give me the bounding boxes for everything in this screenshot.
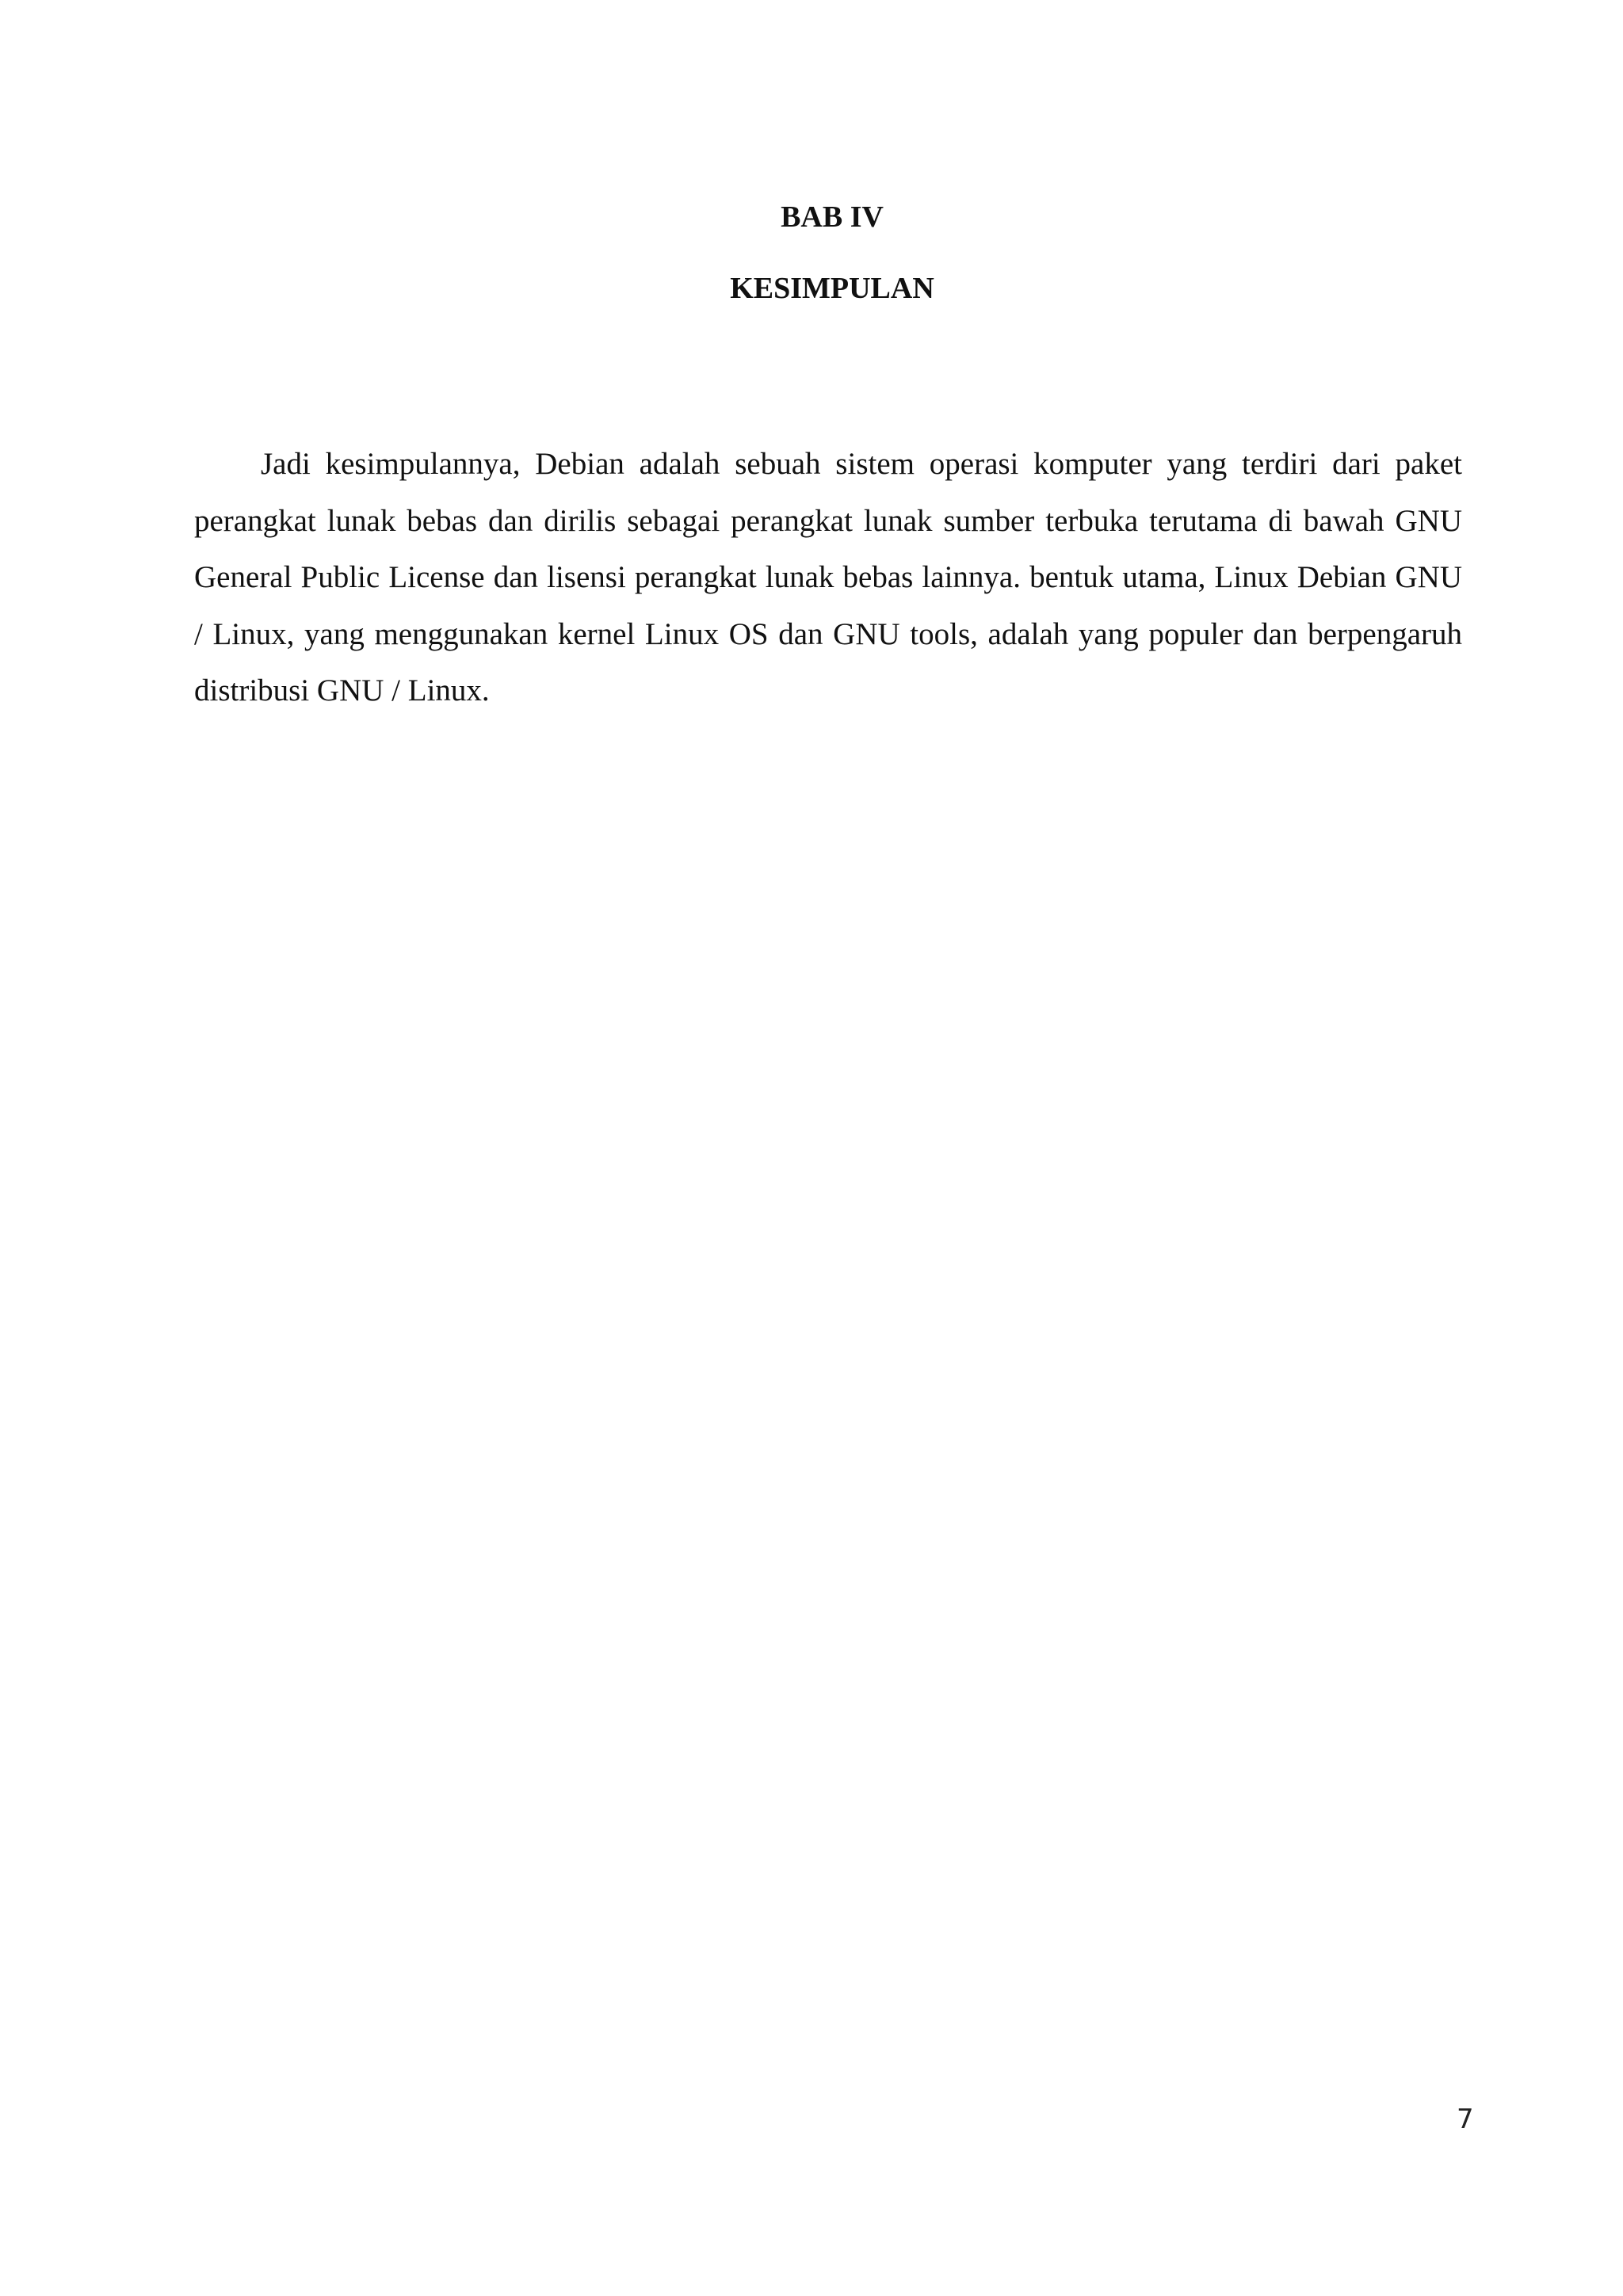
- chapter-heading: BAB IV: [781, 200, 884, 234]
- page-number: 7: [1457, 2103, 1474, 2135]
- chapter-title: KESIMPULAN: [730, 272, 934, 305]
- conclusion-paragraph: Jadi kesimpulannya, Debian adalah sebuah sistem operasi komputer yang terdiri dari paket perangkat lunak bebas dan dirilis sebagai perangkat lunak sumber terbuka terutama di bawah GNU General Public License dan lisensi perangkat lunak bebas lainnya. bentuk utama, Linux Debian GNU / Linux, yang menggunakan kernel Linux OS dan GNU tools, adalah yang populer dan berpengaruh distribusi GNU / Linux.: [194, 447, 1462, 707]
